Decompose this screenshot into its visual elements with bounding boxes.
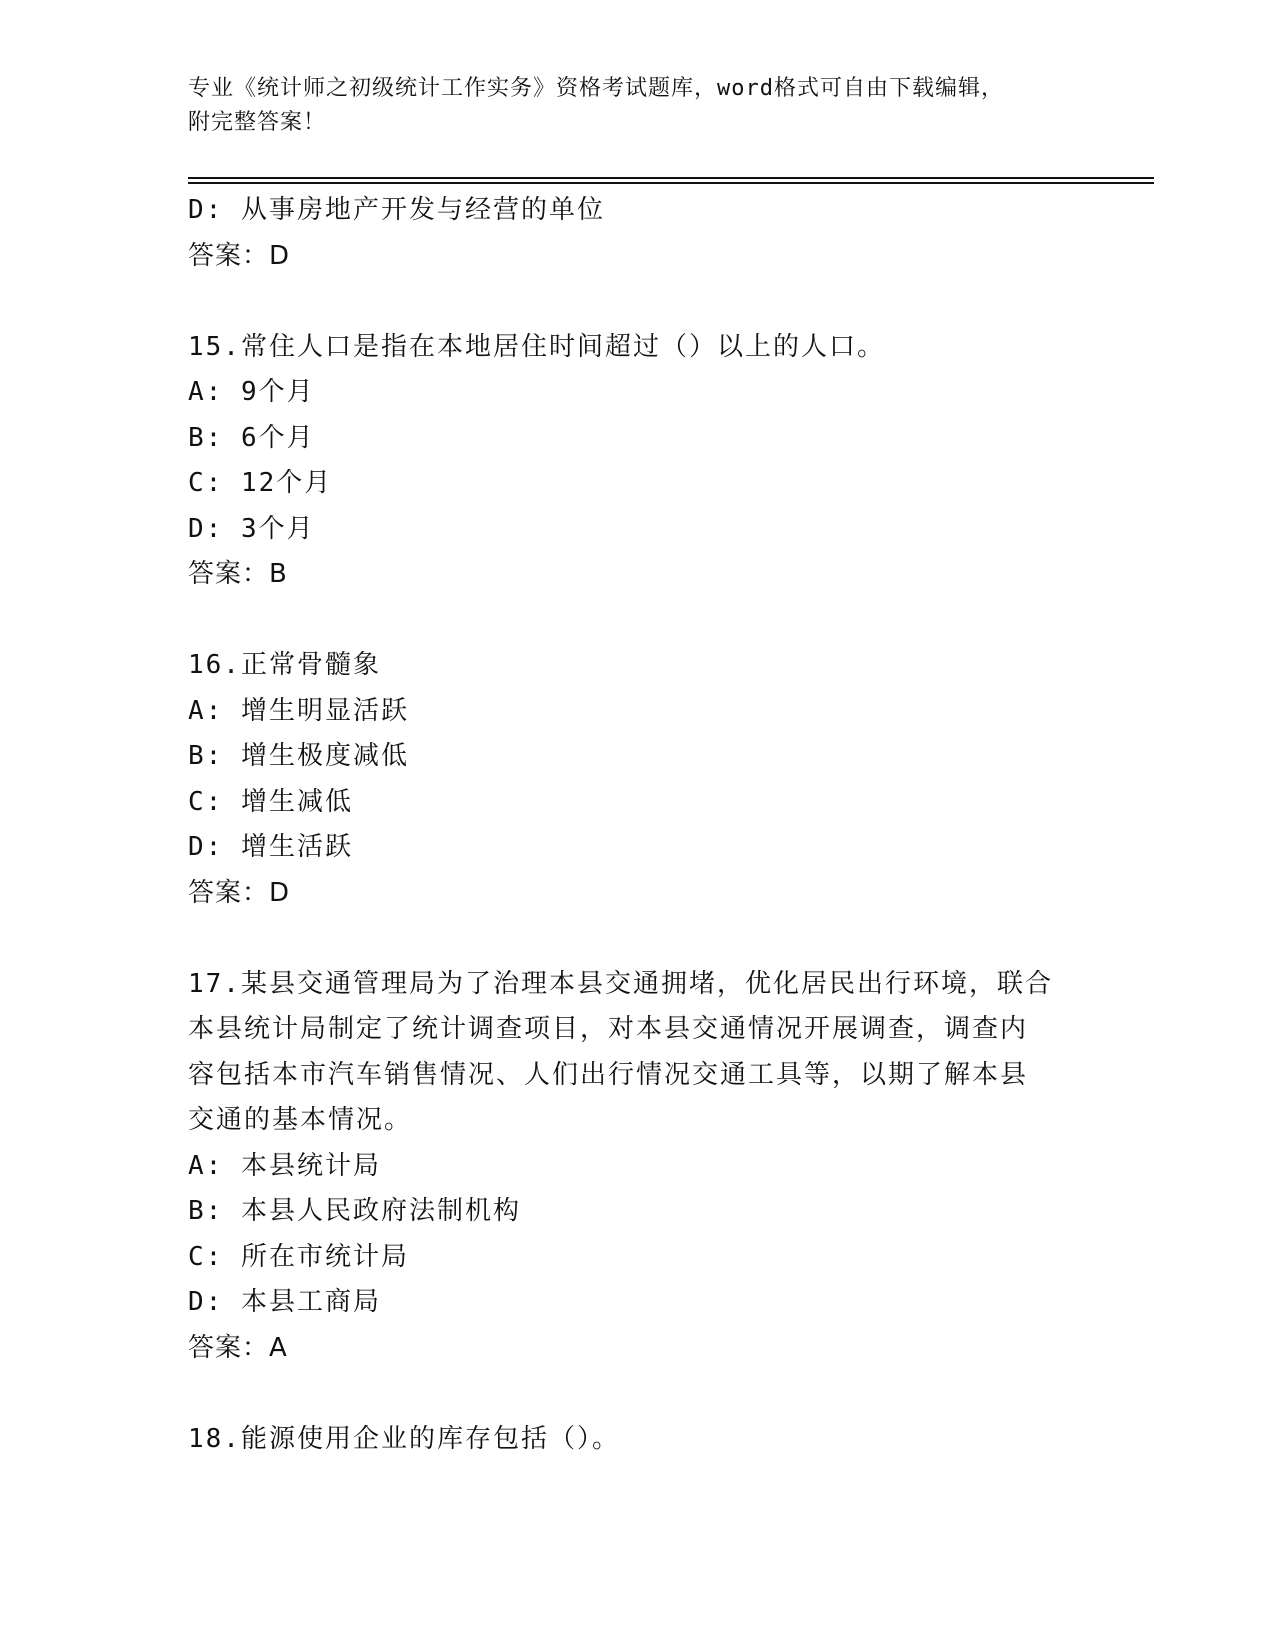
question-stem: 15.常住人口是指在本地居住时间超过（）以上的人口。 [188,331,885,362]
question-stem-line-3: 容包括本市汽车销售情况、人们出行情况交通工具等，以期了解本县 [188,1059,1029,1090]
option-d: D: 增生活跃 [188,832,353,862]
answer-line: 答案：D [188,240,291,271]
spacer [188,1371,1088,1417]
option-b: B: 增生极度减低 [188,741,409,771]
option-c: C: 12个月 [188,468,333,498]
header-divider-top [188,177,1154,179]
option-d: D: 3个月 [188,513,315,544]
question-15 [188,325,1088,598]
question-stem: 18.能源使用企业的库存包括（）。 [188,1423,620,1454]
option-a: A: 增生明显活跃 [188,695,409,726]
option-b: B: 6个月 [188,422,315,453]
header-divider-bottom [188,182,1154,184]
spacer [188,279,1088,325]
option-b: B: 本县人民政府法制机构 [188,1196,521,1226]
question-stem-line-4: 交通的基本情况。 [188,1105,413,1135]
document-header [188,72,1068,140]
question-stem: 16.正常骨髓象 [188,650,381,680]
option-a: A: 本县统计局 [188,1150,381,1181]
answer-line: 答案：B [188,559,288,589]
question-stem-line-2: 本县统计局制定了统计调查项目，对本县交通情况开展调查，调查内 [188,1014,1029,1044]
header-line-1: 专业《统计师之初级统计工作实务》资格考试题库，word格式可自由下载编辑， [188,76,1004,101]
option-c: C: 增生减低 [188,786,353,817]
question-17 [188,962,1088,1372]
answer-line: 答案：A [188,1332,288,1363]
option-d: D: 本县工商局 [188,1287,381,1317]
option-a: A: 9个月 [188,377,315,407]
header-line-2: 附完整答案！ [188,110,327,135]
question-16 [188,643,1088,916]
option-d: D: 从事房地产开发与经营的单位 [188,195,605,225]
option-c: C: 所在市统计局 [188,1241,409,1272]
question-list [188,188,1088,1462]
question-18 [188,1417,1088,1463]
question-stem-line-1: 17.某县交通管理局为了治理本县交通拥堵，优化居民出行环境，联合 [188,968,1053,999]
answer-line: 答案：D [188,877,291,908]
spacer [188,916,1088,962]
spacer [188,598,1088,644]
